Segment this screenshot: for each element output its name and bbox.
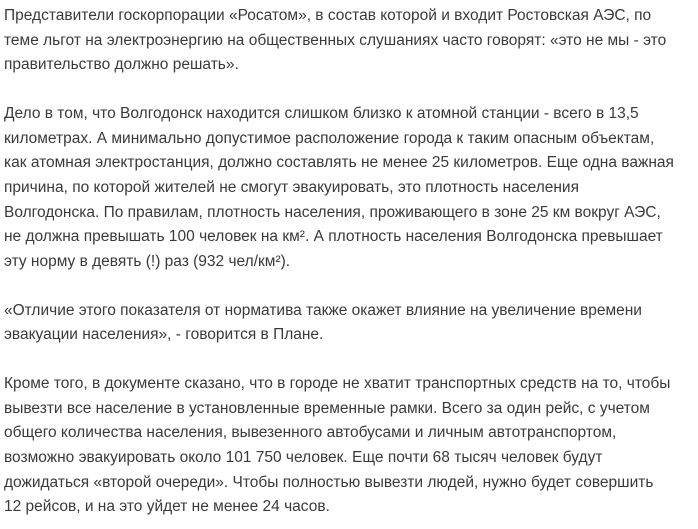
paragraph-3 xyxy=(4,299,694,348)
text-line: дожидаться «второй очереди». Чтобы полностью вывезти людей, нужно будет совершить xyxy=(4,473,654,491)
article-body xyxy=(4,4,694,520)
text-line: общего количества населения, вывезенного автобусами и личным автотранспортом, xyxy=(4,424,617,442)
text-line: возможно эвакуировать около 101 750 человек. Еще почти 68 тысяч человек будут xyxy=(4,449,603,467)
text-line: Кроме того, в документе сказано, что в городе не хватит транспортных средств на то, чтобы xyxy=(4,375,671,393)
paragraph-1 xyxy=(4,4,694,78)
text-line: правительство должно решать». xyxy=(4,56,239,74)
text-line: причина, по которой жителей не смогут эвакуировать, это плотность населения xyxy=(4,178,579,196)
text-line: километрах. А минимально допустимое расположение города к таким опасным объектам, xyxy=(4,129,655,147)
text-line: не должна превышать 100 человек на км². А плотность населения Волгодонска превышает xyxy=(4,228,663,246)
text-line: теме льгот на электроэнергию на общественных слушаниях часто говорят: «это не мы - это xyxy=(4,31,667,49)
text-line: Дело в том, что Волгодонск находится слишком близко к атомной станции - всего в 13,5 xyxy=(4,105,639,123)
paragraph-2 xyxy=(4,102,694,274)
text-line: Волгодонска. По правилам, плотность населения, проживающего в зоне 25 км вокруг АЭС, xyxy=(4,203,661,221)
text-line: 12 рейсов, и на это уйдет не менее 24 часов. xyxy=(4,498,330,516)
text-line: Представители госкорпорации «Росатом», в состав которой и входит Ростовская АЭС, по xyxy=(4,7,652,24)
text-line: «Отличие этого показателя от норматива также окажет влияние на увеличение времени xyxy=(4,301,642,319)
text-line: вывезти все население в установленные временные рамки. Всего за один рейс, с учетом xyxy=(4,399,650,417)
text-line: как атомная электростанция, должно составлять не менее 25 километров. Еще одна важная xyxy=(4,154,674,172)
paragraph-4 xyxy=(4,372,694,520)
text-line: эвакуации населения», - говорится в Плане. xyxy=(4,326,324,344)
text-line: эту норму в девять (!) раз (932 чел/км²). xyxy=(4,252,291,270)
